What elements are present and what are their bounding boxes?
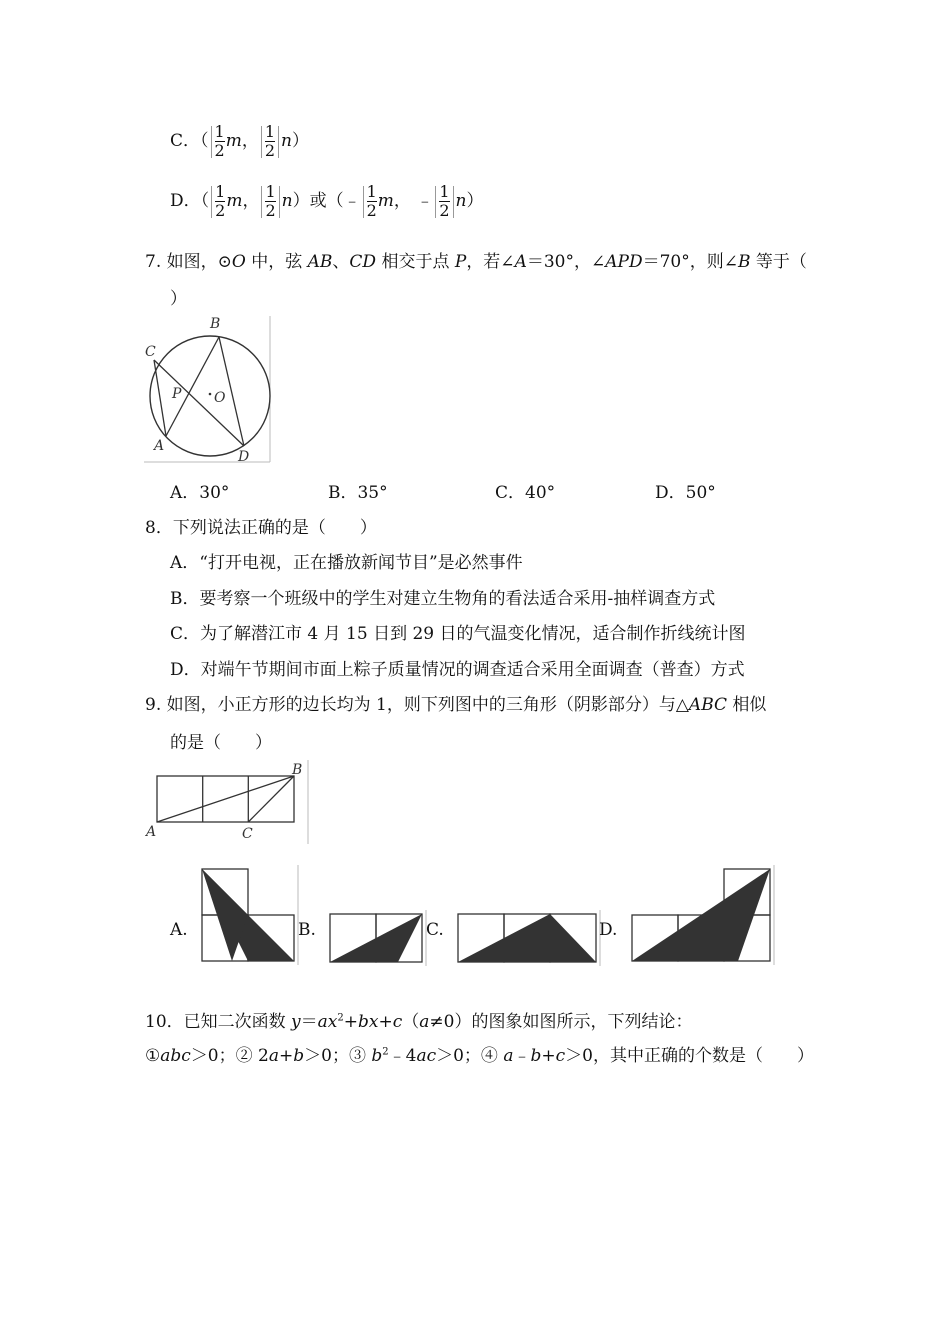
q9-choice-d-label: D. <box>599 920 618 940</box>
text: 10．已知二次函数 <box>145 1012 292 1032</box>
minus: ﹣ <box>343 191 361 211</box>
comma: ， <box>242 191 260 211</box>
var: O <box>231 252 246 272</box>
var: a <box>419 1012 430 1032</box>
text: 相交于点 <box>376 252 455 272</box>
q7-option-b: B．35° <box>328 483 388 503</box>
fraction-half <box>439 184 449 219</box>
text: + <box>541 1046 556 1066</box>
label-b: B <box>210 316 221 332</box>
text: 9. 如图，小正方形的边长均为 1，则下列图中的三角形（阴影部分）与△ <box>145 695 689 715</box>
q6-option-c <box>170 124 309 159</box>
denominator: 2 <box>439 201 450 220</box>
label-c: C <box>145 344 156 360</box>
text: ＞0；③ <box>304 1046 372 1066</box>
text: ﹣ <box>513 1046 531 1066</box>
text: + <box>278 1046 294 1066</box>
q9-choice-c-figure <box>454 910 602 968</box>
divider <box>278 126 279 158</box>
q9-choice-a-figure <box>198 865 300 967</box>
divider <box>261 186 262 218</box>
denominator: 2 <box>214 141 225 160</box>
exponent: 2 <box>337 1012 344 1024</box>
text: 7. 如图，⊙ <box>145 252 232 272</box>
text: ﹣4 <box>388 1046 417 1066</box>
text: ≠0）的图象如图所示，下列结论： <box>429 1012 693 1032</box>
q7-option-a: A．30° <box>170 483 230 503</box>
divider <box>261 126 262 158</box>
divider <box>435 186 436 218</box>
label-b: B <box>292 762 303 778</box>
divider <box>279 186 280 218</box>
segment-ca <box>154 360 166 436</box>
denominator: 2 <box>215 201 226 220</box>
q9-choice-b-label: B. <box>298 920 316 940</box>
numerator: 1 <box>215 182 226 201</box>
var: ABC <box>688 695 728 715</box>
q8-option-a: A．“打开电视，正在播放新闻节目”是必然事件 <box>170 553 523 573</box>
or-text: ）或（ <box>292 191 344 211</box>
divider <box>453 186 454 218</box>
comma: ， <box>393 191 411 211</box>
label-c: C <box>242 826 253 842</box>
denominator: 2 <box>265 201 276 220</box>
var-n: n <box>281 131 292 151</box>
var: c <box>555 1046 566 1066</box>
var: ac <box>416 1046 437 1066</box>
q9-stem-line1 <box>145 690 766 715</box>
paren: ） <box>291 131 309 151</box>
fraction-half <box>215 184 225 219</box>
q7-stem-line1 <box>145 247 807 272</box>
var: y <box>291 1012 301 1032</box>
q7-option-d: D．50° <box>655 483 716 503</box>
divider <box>211 186 212 218</box>
var-n: n <box>455 191 467 211</box>
text: ＝30°，∠ <box>526 252 606 272</box>
var: ax <box>317 1012 338 1032</box>
q9-choice-a-label: A. <box>170 920 188 940</box>
var: AB <box>307 252 333 272</box>
q7-option-c: C．40° <box>495 483 556 503</box>
q8-option-d: D．对端午节期间市面上粽子质量情况的调查适合采用全面调查（普查）方式 <box>170 660 745 680</box>
var: b <box>371 1046 383 1066</box>
q7-circle-figure <box>140 312 275 464</box>
paren: （ <box>200 131 209 151</box>
q9-choice-d-figure <box>628 865 778 967</box>
numerator: 1 <box>214 122 225 141</box>
denominator: 2 <box>366 201 377 220</box>
exponent: 2 <box>382 1046 389 1058</box>
label-a: A <box>146 824 157 840</box>
var: P <box>454 252 467 272</box>
text: ，若∠ <box>466 252 515 272</box>
text: （ <box>402 1012 420 1032</box>
text: 相似 <box>727 695 767 715</box>
text: ＞0；④ <box>436 1046 504 1066</box>
var: a <box>268 1046 279 1066</box>
option-label: C． <box>170 131 201 151</box>
paren: （ <box>200 191 210 211</box>
text: 、 <box>332 252 350 272</box>
fraction-half <box>367 184 377 219</box>
text: ＝ <box>300 1012 318 1032</box>
text: ① <box>145 1046 161 1066</box>
q8-option-b: B．要考察一个班级中的学生对建立生物角的看法适合采用-抽样调查方式 <box>170 589 716 609</box>
label-p: P <box>172 386 182 402</box>
var: b <box>530 1046 542 1066</box>
comma: ， <box>241 131 259 151</box>
text: ＝70°，则∠ <box>642 252 738 272</box>
fraction-half <box>215 124 225 159</box>
text: ＞0，其中正确的个数是（ ） <box>565 1046 814 1066</box>
text: 中，弦 <box>245 252 308 272</box>
q8-option-c: C．为了解潜江市 4 月 15 日到 29 日的气温变化情况，适合制作折线统计图 <box>170 624 746 644</box>
q9-choice-c-label: C. <box>426 920 444 940</box>
center-dot <box>209 393 212 396</box>
divider <box>363 186 364 218</box>
var: A <box>514 252 527 272</box>
var: APD <box>605 252 643 272</box>
q8-stem: 8．下列说法正确的是（ ） <box>145 518 377 538</box>
var: bx <box>358 1012 379 1032</box>
divider <box>211 126 212 158</box>
label-o: O <box>214 390 226 406</box>
fraction-half <box>265 124 275 159</box>
minus: ﹣ <box>416 191 434 211</box>
label-d: D <box>238 449 250 465</box>
q10-stem-line1 <box>145 1007 692 1032</box>
numerator: 1 <box>439 182 450 201</box>
fraction-half <box>265 184 275 219</box>
segment-ab <box>157 776 294 822</box>
numerator: 1 <box>366 182 377 201</box>
var: b <box>293 1046 305 1066</box>
var-m: m <box>226 191 243 211</box>
var: c <box>392 1012 403 1032</box>
var: a <box>503 1046 514 1066</box>
text: + <box>343 1012 359 1032</box>
var-n: n <box>281 191 293 211</box>
numerator: 1 <box>264 122 276 141</box>
var-m: m <box>377 191 394 211</box>
segment-cb <box>248 776 294 822</box>
q9-abc-figure <box>140 758 315 846</box>
q10-stem-line2 <box>145 1041 814 1066</box>
q9-choice-b-figure <box>326 910 428 968</box>
paren: ） <box>466 191 484 211</box>
shaded-triangle <box>458 914 596 962</box>
q6-option-d <box>170 184 483 219</box>
q9-stem-line2: 的是（ ） <box>170 733 272 753</box>
numerator: 1 <box>265 182 276 201</box>
option-label: D． <box>170 191 201 211</box>
text: + <box>378 1012 393 1032</box>
denominator: 2 <box>264 141 276 160</box>
var: B <box>737 252 751 272</box>
label-a: A <box>154 438 165 454</box>
text: 等于（ <box>750 252 807 272</box>
var: abc <box>160 1046 191 1066</box>
var: CD <box>349 252 377 272</box>
text: ＞0；② 2 <box>190 1046 269 1066</box>
var-m: m <box>225 131 242 151</box>
q7-stem-line2: ） <box>170 289 187 309</box>
